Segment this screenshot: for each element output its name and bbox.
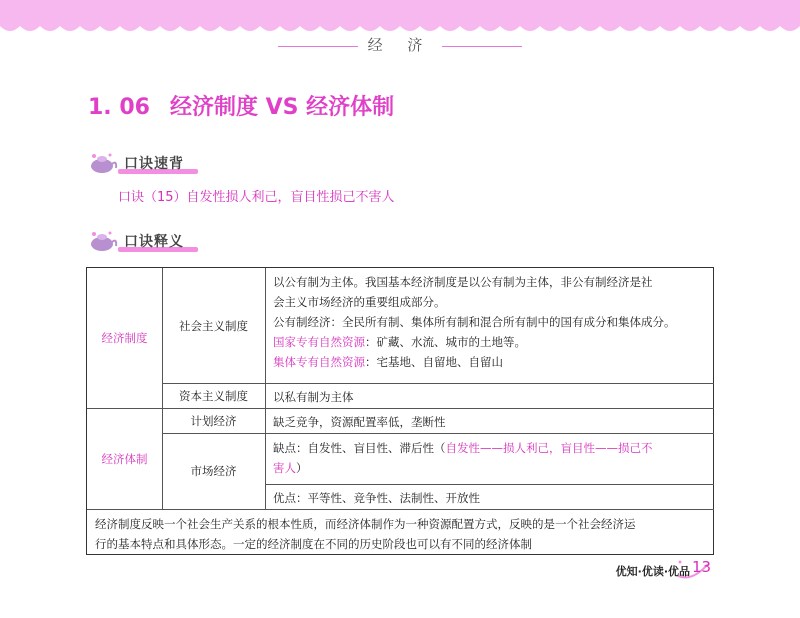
comparison-table [86, 267, 714, 555]
cons-suffix: ） [296, 461, 308, 475]
mnemonic-line: 口诀（15）自发性损人利己，盲目性损己不害人 [118, 190, 395, 205]
teapot-icon [88, 150, 118, 176]
planned-economy-label: 计划经济 [190, 413, 237, 428]
section-title: 经济制度 VS 经济体制 [169, 95, 395, 120]
summary-line: 经济制度反映一个社会生产关系的根本性质，而经济体制作为一种资源配置方式，反映的是一个社会经济运 [95, 517, 636, 531]
header-rule-left [278, 46, 358, 47]
collective-resources-line [273, 352, 706, 372]
page-number: 13 [692, 558, 712, 576]
table-summary [87, 512, 714, 556]
socialist-system-content [265, 270, 714, 383]
teapot-icon [88, 228, 118, 254]
footer-slogan: 优知·优读·优品 [615, 565, 690, 578]
cons-prefix: 缺点：自发性、盲目性、滞后性（ [273, 441, 446, 455]
mnemonic-badge-label: 口诀速背 [124, 156, 184, 172]
state-resources-line [273, 332, 706, 352]
explain-badge-label: 口诀释义 [124, 234, 184, 250]
collective-resources-key: 集体专有自然资源 [273, 355, 365, 369]
market-economy-pros: 优点：平等性、竞争性、法制性、开放性 [273, 491, 480, 505]
page-title [88, 90, 394, 121]
socialist-system-label: 社会主义制度 [179, 318, 248, 333]
explain-badge [88, 228, 208, 254]
state-resources-key: 国家专有自然资源 [273, 335, 365, 349]
table-divider [87, 509, 714, 510]
economic-mechanism-label: 经济体制 [101, 451, 148, 466]
header-title: 经 济 [367, 36, 433, 54]
market-economy-cons [265, 436, 714, 484]
content-line: 会主义市场经济的重要组成部分。 [273, 295, 446, 309]
mnemonic-badge [88, 150, 208, 176]
economic-system-label: 经济制度 [101, 331, 148, 345]
cons-highlight: 自发性——损人利己，盲目性——损己不 [445, 441, 653, 455]
planned-economy-content: 缺乏竞争，资源配置率低，垄断性 [273, 415, 446, 429]
summary-line: 行的基本特点和具体形态。一定的经济制度在不同的历史阶段也可以有不同的经济体制 [95, 537, 532, 551]
cons-line [273, 438, 706, 458]
cons-line [273, 458, 706, 478]
state-resources-value: ：矿藏、水流、城市的土地等。 [365, 335, 526, 349]
capitalist-system-content: 以私有制为主体 [273, 390, 354, 404]
market-economy-label: 市场经济 [190, 464, 237, 478]
content-line: 以公有制为主体。我国基本经济制度是以公有制为主体，非公有制经济是社 [273, 275, 653, 289]
header-rule-right [442, 46, 522, 47]
table-divider [265, 484, 714, 485]
collective-resources-value: ：宅基地、自留地、自留山 [365, 355, 503, 369]
cons-highlight: 害人 [273, 461, 296, 475]
section-number: 1. 06 [88, 95, 150, 120]
header-row [0, 34, 800, 58]
content-line: 公有制经济：全民所有制、集体所有制和混合所有制中的国有成分和集体成分。 [273, 315, 676, 329]
capitalist-system-label: 资本主义制度 [179, 388, 248, 403]
